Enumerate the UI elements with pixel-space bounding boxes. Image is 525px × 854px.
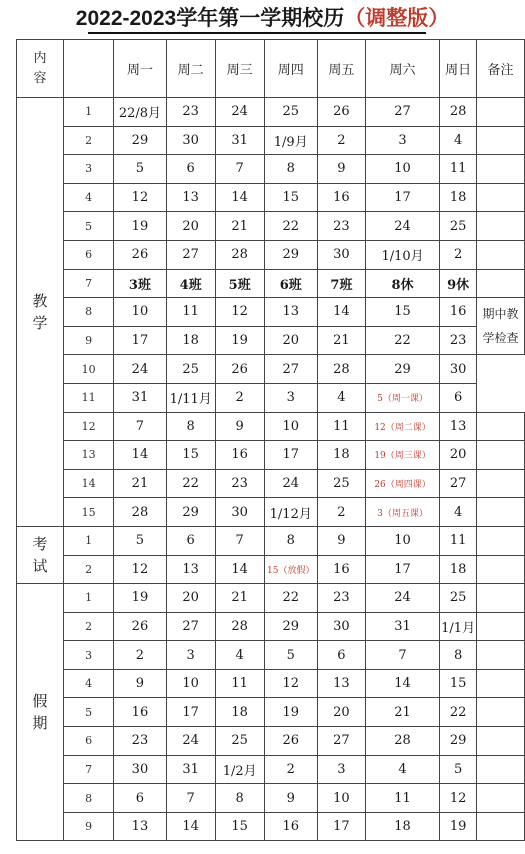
day-header-tue: 周二 [166,40,215,98]
day-cell-thu: 15（放假） [264,555,317,584]
day-cell-sat: 5（周一课） [365,383,439,412]
week-number-header [63,40,113,98]
day-cell-thu: 19 [264,698,317,727]
week-row [17,269,525,298]
day-cell-wed: 31 [215,126,264,155]
day-cell-wed: 11 [215,669,264,698]
week-row [17,412,525,441]
day-cell-mon: 31 [114,383,166,412]
day-cell-tue: 13 [166,555,215,584]
day-cell-wed: 28 [215,240,264,269]
week-row [17,698,525,727]
day-cell-fri: 25 [317,469,365,498]
day-cell-tue: 15 [166,441,215,470]
day-cell-mon: 23 [114,727,166,756]
day-cell-tue: 27 [166,612,215,641]
week-number: 4 [63,183,113,212]
week-row [17,469,525,498]
day-cell-wed: 8 [215,784,264,813]
day-header-mon: 周一 [114,40,166,98]
remark-cell [477,240,525,269]
remark-cell [477,469,525,498]
day-cell-sun: 2 [440,240,477,269]
day-cell-thu: 10 [264,412,317,441]
day-cell-fri: 21 [317,326,365,355]
day-cell-sat: 24 [365,584,439,613]
day-cell-tue: 1/11月 [166,383,215,412]
week-row [17,240,525,269]
week-number: 11 [63,383,113,412]
day-cell-thu: 27 [264,355,317,384]
day-cell-sun: 25 [440,212,477,241]
day-cell-mon: 12 [114,555,166,584]
day-cell-thu: 26 [264,727,317,756]
week-number: 15 [63,498,113,527]
day-header-fri: 周五 [317,40,365,98]
day-cell-thu: 1/12月 [264,498,317,527]
day-cell-sat: 19（周三课） [365,441,439,470]
day-cell-tue: 25 [166,355,215,384]
week-number: 1 [63,584,113,613]
week-row [17,669,525,698]
day-cell-sun: 16 [440,298,477,327]
day-cell-sat: 17 [365,183,439,212]
week-row [17,584,525,613]
day-cell-sun: 25 [440,584,477,613]
week-number: 8 [63,298,113,327]
week-number: 8 [63,784,113,813]
day-cell-sun: 18 [440,183,477,212]
day-cell-sat: 4 [365,755,439,784]
day-cell-fri: 30 [317,612,365,641]
day-cell-thu: 29 [264,612,317,641]
day-cell-tue: 30 [166,126,215,155]
day-cell-fri: 11 [317,412,365,441]
day-cell-wed: 16 [215,441,264,470]
day-cell-sat: 14 [365,669,439,698]
week-row [17,298,525,327]
day-cell-wed: 14 [215,555,264,584]
day-cell-thu: 25 [264,98,317,127]
day-cell-mon: 16 [114,698,166,727]
day-cell-thu: 2 [264,755,317,784]
day-cell-tue: 11 [166,298,215,327]
day-cell-fri: 27 [317,727,365,756]
day-cell-sun: 13 [440,412,477,441]
remark-cell [477,155,525,184]
day-cell-sat: 29 [365,355,439,384]
day-cell-tue: 31 [166,755,215,784]
remark-cell [477,755,525,784]
day-cell-wed: 7 [215,155,264,184]
week-number: 2 [63,126,113,155]
day-cell-tue: 17 [166,698,215,727]
day-cell-sat: 31 [365,612,439,641]
week-number: 3 [63,641,113,670]
day-cell-sun: 28 [440,98,477,127]
week-row [17,155,525,184]
day-cell-sun: 1/1月 [440,612,477,641]
day-cell-thu: 22 [264,584,317,613]
day-cell-thu: 6班 [264,269,317,298]
day-cell-wed: 14 [215,183,264,212]
day-cell-fri: 4 [317,383,365,412]
day-cell-mon: 5 [114,155,166,184]
day-cell-sat: 12（周二课） [365,412,439,441]
day-cell-sun: 8 [440,641,477,670]
remark-cell [477,584,525,613]
day-cell-mon: 17 [114,326,166,355]
day-cell-wed: 24 [215,98,264,127]
calendar-body [17,98,525,841]
day-cell-sat: 18 [365,812,439,841]
day-cell-mon: 26 [114,240,166,269]
day-cell-tue: 20 [166,212,215,241]
week-number: 5 [63,212,113,241]
title-suffix: （调整版） [344,7,450,30]
week-number: 7 [63,269,113,298]
day-cell-sun: 11 [440,526,477,555]
week-row [17,727,525,756]
day-cell-fri: 23 [317,584,365,613]
week-row [17,755,525,784]
day-cell-wed: 26 [215,355,264,384]
week-number: 4 [63,669,113,698]
week-number: 6 [63,727,113,756]
day-cell-sat: 15 [365,298,439,327]
day-cell-tue: 3 [166,641,215,670]
day-cell-tue: 10 [166,669,215,698]
day-cell-sat: 3 [365,126,439,155]
day-cell-wed: 1/2月 [215,755,264,784]
day-cell-tue: 6 [166,155,215,184]
day-cell-sun: 27 [440,469,477,498]
remark-cell [477,441,525,470]
day-cell-mon: 24 [114,355,166,384]
week-row [17,355,525,384]
remark-cell [477,727,525,756]
week-row [17,212,525,241]
week-row [17,612,525,641]
remark-cell [477,526,525,555]
remark-header: 备注 [477,40,525,98]
week-number: 13 [63,441,113,470]
calendar-title [0,4,525,34]
day-cell-wed: 7 [215,526,264,555]
day-cell-mon: 28 [114,498,166,527]
remark-cell [477,212,525,241]
day-cell-tue: 22 [166,469,215,498]
day-cell-wed: 21 [215,212,264,241]
day-cell-sun: 18 [440,555,477,584]
remark-note: 期中教学检查 [477,298,525,355]
day-cell-sun: 20 [440,441,477,470]
day-cell-mon: 3班 [114,269,166,298]
day-cell-sat: 21 [365,698,439,727]
week-row [17,98,525,127]
day-cell-fri: 2 [317,498,365,527]
day-cell-mon: 14 [114,441,166,470]
day-cell-thu: 22 [264,212,317,241]
day-cell-wed: 23 [215,469,264,498]
week-row [17,326,525,355]
day-cell-sun: 5 [440,755,477,784]
remark-cell [477,126,525,155]
day-header-sun: 周日 [440,40,477,98]
day-cell-thu: 29 [264,240,317,269]
corner-line-2: 容 [33,70,47,86]
day-cell-fri: 20 [317,698,365,727]
day-cell-fri: 14 [317,298,365,327]
day-cell-thu: 1/9月 [264,126,317,155]
week-number: 9 [63,812,113,841]
day-cell-mon: 7 [114,412,166,441]
week-number: 2 [63,555,113,584]
week-number: 5 [63,698,113,727]
day-cell-wed: 19 [215,326,264,355]
day-cell-sun: 4 [440,126,477,155]
day-cell-fri: 23 [317,212,365,241]
day-cell-fri: 17 [317,812,365,841]
week-number: 3 [63,155,113,184]
day-cell-wed: 4 [215,641,264,670]
week-number: 10 [63,355,113,384]
week-number: 7 [63,755,113,784]
day-cell-sun: 6 [440,383,477,412]
day-cell-tue: 29 [166,498,215,527]
day-header-wed: 周三 [215,40,264,98]
day-cell-thu: 24 [264,469,317,498]
day-cell-thu: 20 [264,326,317,355]
remark-cell [477,641,525,670]
day-cell-thu: 12 [264,669,317,698]
day-cell-tue: 7 [166,784,215,813]
remark-cell [477,612,525,641]
remark-cell [477,555,525,584]
day-cell-wed: 30 [215,498,264,527]
week-number: 1 [63,98,113,127]
week-row [17,526,525,555]
week-number: 6 [63,240,113,269]
day-cell-sat: 8休 [365,269,439,298]
day-header-thu: 周四 [264,40,317,98]
day-cell-thu: 3 [264,383,317,412]
day-cell-tue: 20 [166,584,215,613]
day-cell-sun: 4 [440,498,477,527]
day-cell-fri: 28 [317,355,365,384]
day-cell-fri: 13 [317,669,365,698]
day-cell-wed: 2 [215,383,264,412]
day-cell-mon: 2 [114,641,166,670]
day-cell-wed: 28 [215,612,264,641]
day-cell-mon: 10 [114,298,166,327]
day-cell-sun: 30 [440,355,477,384]
day-cell-wed: 9 [215,412,264,441]
day-cell-fri: 9 [317,526,365,555]
section-label: 假 期 [17,584,64,841]
day-cell-mon: 12 [114,183,166,212]
day-cell-sun: 29 [440,727,477,756]
day-cell-sun: 22 [440,698,477,727]
day-cell-sun: 9休 [440,269,477,298]
day-cell-mon: 29 [114,126,166,155]
day-cell-mon: 22/8月 [114,98,166,127]
day-cell-fri: 16 [317,183,365,212]
section-label: 考 试 [17,526,64,583]
day-cell-thu: 5 [264,641,317,670]
day-cell-mon: 19 [114,212,166,241]
day-cell-sat: 7 [365,641,439,670]
day-cell-tue: 23 [166,98,215,127]
week-number: 12 [63,412,113,441]
day-cell-sat: 27 [365,98,439,127]
day-cell-wed: 15 [215,812,264,841]
day-cell-thu: 13 [264,298,317,327]
day-cell-tue: 4班 [166,269,215,298]
remark-cell [477,698,525,727]
day-cell-fri: 16 [317,555,365,584]
day-cell-fri: 26 [317,98,365,127]
remark-cell [477,183,525,212]
day-cell-sat: 10 [365,155,439,184]
day-cell-thu: 9 [264,784,317,813]
day-cell-sat: 17 [365,555,439,584]
day-cell-fri: 6 [317,641,365,670]
week-row [17,126,525,155]
day-cell-thu: 17 [264,441,317,470]
week-number: 9 [63,326,113,355]
day-cell-sun: 12 [440,784,477,813]
week-number: 2 [63,612,113,641]
remark-cell [477,669,525,698]
day-cell-fri: 10 [317,784,365,813]
day-cell-tue: 27 [166,240,215,269]
day-cell-tue: 8 [166,412,215,441]
day-cell-sat: 1/10月 [365,240,439,269]
day-cell-tue: 6 [166,526,215,555]
day-cell-wed: 12 [215,298,264,327]
day-cell-thu: 16 [264,812,317,841]
day-cell-sun: 19 [440,812,477,841]
week-row [17,555,525,584]
corner-cell [17,40,64,98]
day-cell-wed: 21 [215,584,264,613]
day-cell-tue: 24 [166,727,215,756]
day-cell-sat: 22 [365,326,439,355]
day-cell-fri: 2 [317,126,365,155]
day-header-sat: 周六 [365,40,439,98]
week-number: 14 [63,469,113,498]
day-cell-wed: 25 [215,727,264,756]
remark-cell [477,269,525,298]
day-cell-tue: 18 [166,326,215,355]
day-cell-sat: 28 [365,727,439,756]
week-number: 1 [63,526,113,555]
day-cell-fri: 7班 [317,269,365,298]
day-cell-sun: 23 [440,326,477,355]
day-cell-mon: 13 [114,812,166,841]
header-row [17,40,525,98]
day-cell-fri: 3 [317,755,365,784]
day-cell-sat: 26（周四课） [365,469,439,498]
remark-cell [477,98,525,127]
day-cell-sat: 10 [365,526,439,555]
day-cell-mon: 9 [114,669,166,698]
school-calendar-table [16,39,525,841]
week-row [17,441,525,470]
day-cell-fri: 30 [317,240,365,269]
day-cell-mon: 5 [114,526,166,555]
week-row [17,498,525,527]
day-cell-mon: 30 [114,755,166,784]
day-cell-thu: 8 [264,526,317,555]
day-cell-thu: 8 [264,155,317,184]
day-cell-wed: 18 [215,698,264,727]
day-cell-tue: 13 [166,183,215,212]
week-row [17,183,525,212]
title-main: 2022-2023学年第一学期校历 [75,7,345,30]
remark-cell [477,784,525,813]
week-row [17,784,525,813]
day-cell-mon: 19 [114,584,166,613]
day-cell-sat: 3（周五课） [365,498,439,527]
day-cell-sat: 24 [365,212,439,241]
day-cell-mon: 21 [114,469,166,498]
week-row [17,383,525,412]
remark-cell [477,812,525,841]
day-cell-thu: 15 [264,183,317,212]
day-cell-tue: 14 [166,812,215,841]
remark-cell [477,498,525,527]
day-cell-mon: 6 [114,784,166,813]
title-underline [88,32,426,34]
day-cell-sun: 11 [440,155,477,184]
week-row [17,812,525,841]
day-cell-mon: 26 [114,612,166,641]
day-cell-fri: 18 [317,441,365,470]
corner-line-1: 内 [33,50,47,66]
day-cell-fri: 9 [317,155,365,184]
week-row [17,641,525,670]
day-cell-sat: 11 [365,784,439,813]
day-cell-wed: 5班 [215,269,264,298]
remark-cell [477,412,525,441]
section-label: 教 学 [17,98,64,527]
day-cell-sun: 15 [440,669,477,698]
